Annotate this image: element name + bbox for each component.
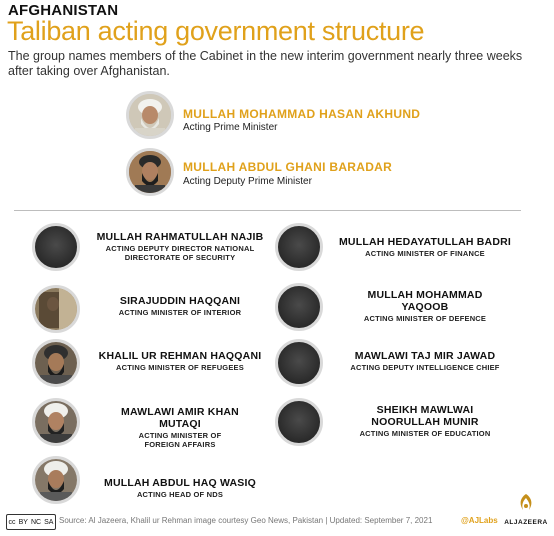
member-role: ACTING MINISTER OF FINANCE: [365, 249, 485, 258]
member-name: KHALIL UR REHMAN HAQQANI: [98, 350, 262, 362]
kicker: AFGHANISTAN: [8, 2, 119, 19]
member-photo-sirajuddin: [32, 285, 80, 333]
member-role: ACTING MINISTER OF REFUGEES: [116, 363, 244, 372]
member-role: ACTING HEAD OF NDS: [136, 490, 224, 499]
member-name: MULLAH HEDAYATULLAH BADRI: [338, 236, 512, 248]
member-name: YAQOOB: [401, 301, 449, 313]
member-name: MAWLAWI TAJ MIR JAWAD: [354, 350, 496, 362]
avatar-placeholder: [275, 283, 323, 331]
page-title: Taliban acting government structure: [7, 16, 425, 46]
leader-photo-akhund: [126, 91, 174, 139]
brand-name: ALJAZEERA: [504, 519, 548, 526]
member-role: ACTING MINISTER OF INTERIOR: [118, 308, 242, 317]
leader-role: Acting Deputy Prime Minister: [183, 176, 312, 187]
avatar-placeholder: [275, 339, 323, 387]
avatar-placeholder: [275, 398, 323, 446]
portrait-icon: [35, 342, 77, 384]
member-name: SIRAJUDDIN HAQQANI: [119, 295, 241, 307]
leader-photo-baradar: [126, 148, 174, 196]
license-by: BY: [18, 518, 28, 526]
subtitle: The group names members of the Cabinet in the new interim government nearly three weeks after taking over Afghanistan.: [8, 49, 523, 78]
member-role: ACTING MINISTER OF DEFENCE: [363, 314, 487, 323]
member-role: ACTING DEPUTY DIRECTOR NATIONAL: [105, 244, 255, 253]
license-nc: NC: [30, 518, 42, 526]
cc-icon: cc: [8, 518, 16, 526]
member-role: ACTING DEPUTY INTELLIGENCE CHIEF: [350, 363, 500, 372]
brand: [504, 492, 548, 526]
avatar-placeholder: [275, 223, 323, 271]
member-name: MULLAH ABDUL HAQ WASIQ: [104, 477, 256, 489]
member-name: MAWLAWI AMIR KHAN: [121, 406, 239, 418]
leader-role: Acting Prime Minister: [183, 122, 278, 133]
avatar-placeholder: [32, 223, 80, 271]
portrait-icon: [129, 94, 171, 136]
portrait-icon: [35, 288, 77, 330]
member-name: MULLAH MOHAMMAD: [367, 289, 483, 301]
leader-name: MULLAH MOHAMMAD HASAN AKHUND: [183, 107, 421, 121]
member-name: NOORULLAH MUNIR: [371, 416, 479, 428]
ajlabs-handle[interactable]: @AJLabs: [461, 516, 498, 525]
member-name: MUTAQI: [159, 418, 201, 430]
footer: [6, 514, 548, 534]
member-photo-wasiq: [32, 456, 80, 504]
portrait-icon: [35, 401, 77, 443]
member-role: DIRECTORATE OF SECURITY: [124, 253, 236, 262]
member-role: FOREIGN AFFAIRS: [144, 440, 216, 449]
member-photo-mutaqi: [32, 398, 80, 446]
source-credit: Source: Al Jazeera, Khalil ur Rehman image courtesy Geo News, Pakistan | Updated: September 7, 2021: [59, 516, 433, 525]
leader-name: MULLAH ABDUL GHANI BARADAR: [183, 160, 393, 174]
al-jazeera-logo-icon: [515, 492, 537, 514]
license-sa: SA: [44, 518, 54, 526]
creative-commons-badge: [6, 514, 56, 530]
portrait-icon: [35, 459, 77, 501]
portrait-icon: [129, 151, 171, 193]
member-role: ACTING MINISTER OF EDUCATION: [359, 429, 491, 438]
member-photo-khalil: [32, 339, 80, 387]
divider: [14, 210, 521, 211]
member-name: MULLAH RAHMATULLAH NAJIB: [96, 231, 264, 243]
member-role: ACTING MINISTER OF: [138, 431, 222, 440]
member-name: SHEIKH MAWLWAI: [376, 404, 474, 416]
